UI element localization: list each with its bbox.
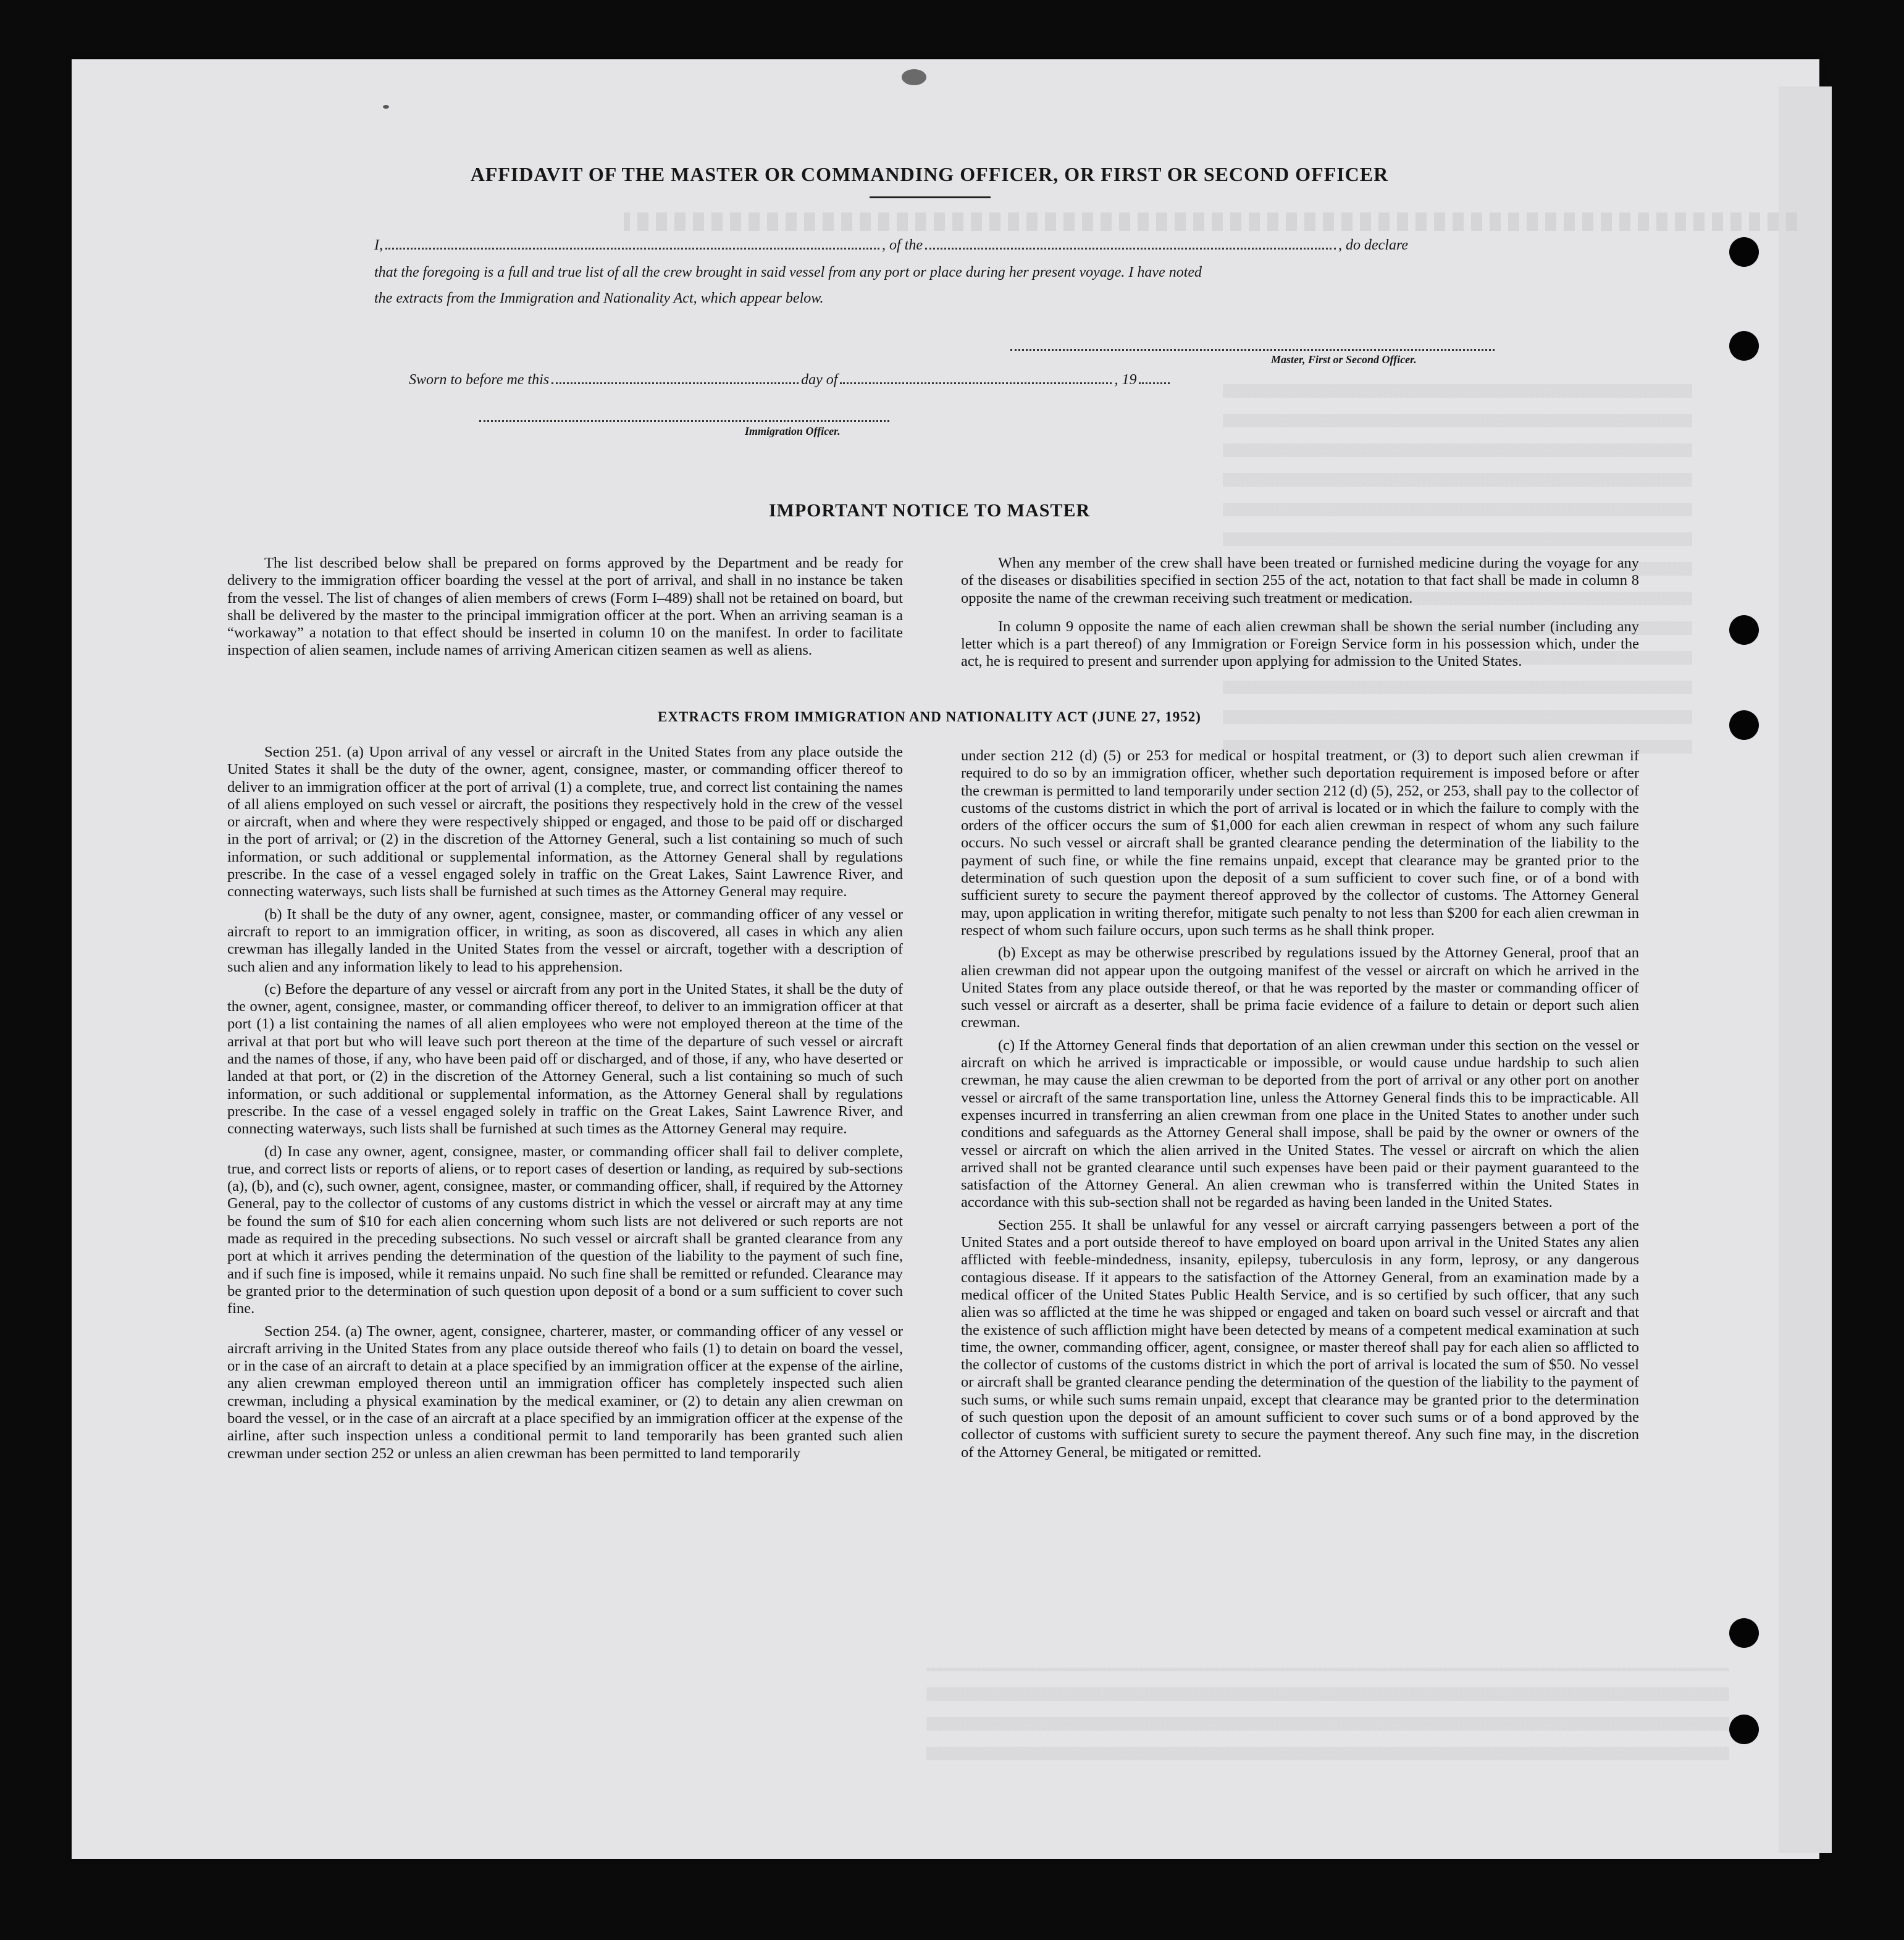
sworn-label: Sworn to before me this (409, 372, 550, 388)
binder-hole (1729, 1618, 1759, 1648)
affidavit-do-declare: , do declare (1338, 237, 1409, 253)
affidavit-line-2: that the foregoing is a full and true list of all the crew brought in said vessel from any port or place during her present voyage. I have noted (374, 264, 1202, 280)
binder-hole (1729, 710, 1759, 740)
section-255: Section 255. It shall be unlawful for any vessel or aircraft carrying passengers between a port of the United States and a port outside thereof to have employed on board upon arrival in the United States any alien afflicted with feeble-mindedness, insanity, epilepsy, tuberculosis in any form, leprosy, or any dangerous contagious disease. If it appears to the satisfaction of the Attorney General, from an examination made by a medical officer of the United States Public Health Service, and is so certified by such officer, that any such alien was so afflicted at the time he was shipped or engaged and taken on board such vessel or aircraft and that the existence of such affliction might have been detected by means of a competent medical examination at such time, the owner, commanding officer, agent, consignee, or master thereof shall pay for each alien so afflicted to the collector of customs of the customs district in which the port of arrival is located the sum of $50. No vessel or aircraft shall be granted clearance pending the determination of the question of the liability to the payment of such sums, or while such sums remain unpaid, except that clearance may be granted prior to the determination of such question upon the deposit of an amount sufficient to cover such sums or of a bond approved by the collector of customs with sufficient surety to secure the payment thereof. Any such fine may, in the discretion of the Attorney General, be mitigated or remitted. (961, 1216, 1639, 1461)
notice-title: IMPORTANT NOTICE TO MASTER (768, 500, 1091, 521)
affidavit-of-the: , of the (882, 237, 923, 253)
extracts-right-column (961, 747, 1639, 1461)
smudge-mark (902, 69, 926, 85)
master-signature-line[interactable] (1010, 349, 1495, 351)
day-of-label: day of (801, 372, 838, 388)
master-caption: Master, First or Second Officer. (1271, 353, 1417, 366)
sheet-edge-tab (1779, 86, 1832, 1853)
year-label: , 19 (1114, 372, 1137, 388)
section-251-b: (b) It shall be the duty of any owner, agent, consignee, master, or commanding officer of any vessel or aircraft to report to an immigration officer, in writing, as soon as discovered, all cases in which any alien crewman has illegally landed in the United States from the vessel or aircraft, together with a description of such alien and any information likely to lead to his apprehension. (227, 905, 903, 975)
binder-hole (1729, 331, 1759, 361)
smudge-mark (383, 105, 389, 109)
bleed-through-texture (624, 212, 1797, 231)
binder-hole (1729, 615, 1759, 645)
bleed-through-texture (926, 1668, 1729, 1760)
section-251-d: (d) In case any owner, agent, consignee, master, or commanding officer shall fail to deliver complete, true, and correct lists or reports of aliens, or to report cases of desertion or landing, as required by sub-sections (a), (b), and (c), such owner, agent, consignee, master, or commanding officer, shall, if required by the Attorney General, pay to the collector of customs of any customs district in which the vessel or aircraft may at any time be found the sum of $10 for each alien concerning whom such lists are not delivered or such reports are not made as required in the preceding subsections. No such vessel or aircraft shall be granted clearance from any port at which it arrives pending the determination of the question of the liability to the payment of such fine, and if such fine is imposed, while it remains unpaid. No such fine shall be remitted or refunded. Clearance may be granted prior to the determination of such question upon deposit of a bond or a sum sufficient to cover such fine. (227, 1143, 903, 1317)
immigration-caption: Immigration Officer. (745, 425, 841, 437)
notice-left-paragraph: The list described below shall be prepared on forms approved by the Department and be ready for delivery to the immigration officer boarding the vessel at the port of arrival, and shall in no instance be taken from the vessel. The list of changes of alien members of crews (Form I–489) shall not be retained on board, but shall be delivered by the master to the principal immigration officer at the port. When an arriving seaman is a “workaway” a notation to that effect should be inserted in column 10 on the manifest. In order to facilitate inspection of alien seamen, include names of arriving American citizen seamen as well as aliens. (227, 555, 903, 659)
sworn-line (409, 372, 1172, 388)
affidavit-line-3: the extracts from the Immigration and Nationality Act, which appear below. (374, 290, 824, 306)
binder-hole (1729, 1715, 1759, 1744)
title-rule (870, 196, 991, 198)
affidavit-declaration-line (374, 237, 1408, 254)
section-254-a-continued: under section 212 (d) (5) or 253 for medical or hospital treatment, or (3) to deport such alien crewman if required to do so by an immigration officer, whether such deportation requirement is imposed before or after the crewman is permitted to land temporarily under section 212 (d) (5), 252, or 253, shall pay to the collector of customs of the customs district in which the port of arrival is located or in which the failure to comply with the orders of the officer occurs the sum of $1,000 for each alien crewman in respect of whom any such failure occurs. No such vessel or aircraft shall be granted clearance pending the determination of the liability to the payment of such fine, or while the fine remains unpaid, except that clearance may be granted prior to the determination of such question upon the deposit of a sum sufficient to cover such fine, or of a bond with sufficient surety to secure the payment thereof approved by the collector of customs. The Attorney General may, upon application in writing therefor, mitigate such penalty to not less than $200 for each alien crewman in respect of whom such failure occurs, upon such terms as he shall think proper. (961, 747, 1639, 939)
affidavit-title: AFFIDAVIT OF THE MASTER OR COMMANDING OFFICER, OR FIRST OR SECOND OFFICER (470, 163, 1389, 185)
notice-right-paragraph-2: In column 9 opposite the name of each alien crewman shall be shown the serial number (including any letter which is a part thereof) of any Immigration or Foreign Service form in his possession which, under the act, he is required to present and surrender upon applying for admission to the United States. (961, 618, 1639, 670)
section-254-c: (c) If the Attorney General finds that deportation of an alien crewman under this section on the vessel or aircraft on which he arrived is impracticable or impossible, or would cause undue hardship to such alien crewman, he may cause the alien crewman to be deported from the port of arrival or any other port on another vessel or aircraft of the same transportation line, unless the Attorney General finds this to be impracticable. All expenses incurred in transferring an alien crewman from one place in the United States to another under such conditions and safeguards as the Attorney General shall impose, shall be paid by the owner or owners of the vessel or aircraft on which the alien arrived in the United States. The vessel or aircraft on which the alien arrived shall not be granted clearance until such expenses have been paid or their payment guaranteed to the satisfaction of the Attorney General. An alien crewman who is transferred within the United States in accordance with this sub-section shall not be regarded as having been landed in the United States. (961, 1036, 1639, 1211)
section-254-a: Section 254. (a) The owner, agent, consignee, charterer, master, or commanding officer of any vessel or aircraft arriving in the United States from any place outside thereof who fails (1) to detain on board the vessel, or in the case of an aircraft to detain at a place specified by an immigration officer at the expense of the airline, any alien crewman employed thereon until an immigration officer has completely inspected such alien crewman, including a physical examination by the medical examiner, or (2) to detain any alien crewman on board the vessel, or in the case of an aircraft at a place specified by an immigration officer at the expense of the airline, after such inspection unless a conditional permit to land temporarily has been granted such alien crewman under section 252 or unless an alien crewman has been permitted to land temporarily (227, 1322, 903, 1462)
affidavit-i: I, (374, 237, 383, 253)
immigration-signature-line[interactable] (479, 420, 889, 422)
binder-hole (1729, 237, 1759, 267)
section-254-b: (b) Except as may be otherwise prescribed by regulations issued by the Attorney General, proof that an alien crewman did not appear upon the outgoing manifest of the vessel or aircraft on which he arrived in the United States from any place outside thereof, or that he was reported by the master or commanding officer of such vessel or aircraft as a deserter, shall be prima facie evidence of a failure to detain or deport such alien crewman. (961, 944, 1639, 1031)
section-251-a: Section 251. (a) Upon arrival of any vessel or aircraft in the United States from any place outside the United States it shall be the duty of the owner, agent, consignee, master, or commanding officer thereof to deliver to an immigration officer at the port of arrival (1) a complete, true, and correct list containing the names of all aliens employed on such vessel or aircraft, the positions they respectively hold in the crew of the vessel or aircraft, when and where they were respectively shipped or engaged, and those to be paid off or discharged in the port of arrival; or (2) in the discretion of the Attorney General, such a list containing so much of such information, or such additional or supplemental information, as the Attorney General shall by regulations prescribe. In the case of a vessel engaged solely in traffic on the Great Lakes, Saint Lawrence River, and connecting waterways, such lists shall be furnished at such times as the Attorney General may require. (227, 744, 903, 901)
section-251-c: (c) Before the departure of any vessel or aircraft from any port in the United States, it shall be the duty of the owner, agent, consignee, master, or commanding officer thereof, to deliver to an immigration officer at that port (1) a list containing the names of all alien employees who were not employed thereon at the time of the arrival at that port but who will leave such port thereon at the time of the departure of such vessel or aircraft and the names of those, if any, who have been paid off or discharged, and of those, if any, who have deserted or landed at that port, or (2) in the discretion of the Attorney General, such a list containing so much of such information, or such additional or supplemental information, as the Attorney General shall by regulations prescribe. In the case of a vessel engaged solely in traffic on the Great Lakes, Saint Lawrence River, and connecting waterways, such lists shall be furnished at such times as the Attorney General may require. (227, 980, 903, 1138)
notice-right-paragraph-1: When any member of the crew shall have been treated or furnished medicine during the voyage for any of the diseases or disabilities specified in section 255 of the act, notation to that fact shall be made in column 8 opposite the name of the crewman receiving such treatment or medication. (961, 555, 1639, 607)
notice-right-column (961, 555, 1639, 671)
notice-left-column (227, 555, 903, 660)
extracts-left-column (227, 744, 903, 1463)
extracts-title: EXTRACTS FROM IMMIGRATION AND NATIONALITY ACT (JUNE 27, 1952) (658, 709, 1201, 724)
